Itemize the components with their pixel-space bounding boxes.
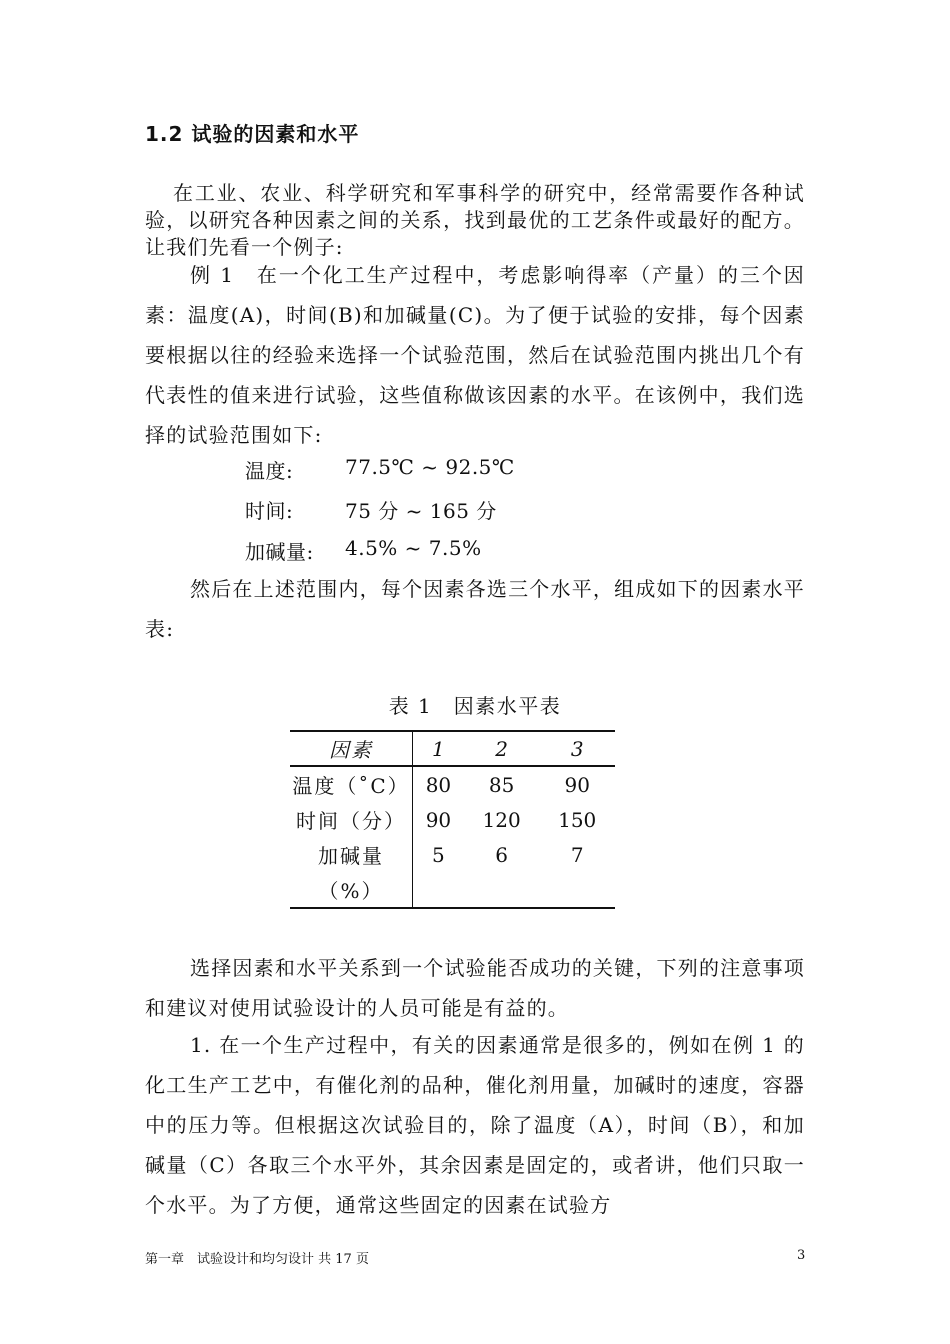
range-value: 75 分 ~ 165 分 — [345, 499, 497, 523]
table-cell: 5 — [432, 842, 445, 867]
page-footer-title: 第一章 试验设计和均匀设计 共 17 页 — [145, 1252, 369, 1267]
table-caption: 表 1 因素水平表 — [388, 694, 562, 718]
table-cell: （%） — [290, 872, 413, 908]
table-cell: 加碱量 — [290, 837, 413, 872]
table-cell — [464, 872, 540, 908]
table-header-row — [290, 731, 615, 766]
page-number: 3 — [797, 1248, 806, 1263]
intro-paragraph: 在工业、农业、科学研究和军事科学的研究中，经常需要作各种试验，以研究各种因素之间的关系，找到最优的工艺条件或最好的配方。让我们先看一个例子: — [145, 181, 805, 259]
table-cell: 6 — [495, 842, 508, 867]
table-cell — [539, 872, 615, 908]
table-cell: 80 — [425, 772, 452, 797]
factor-level-table — [290, 730, 615, 909]
table-header-cell: 因素 — [290, 731, 413, 766]
table-cell: 90 — [425, 807, 452, 832]
range-row-time — [245, 495, 497, 524]
table-row — [290, 802, 615, 837]
table-header-cell: 1 — [413, 731, 464, 766]
table-cell: 150 — [558, 807, 597, 832]
range-label: 时间: — [245, 499, 294, 523]
table-header-cell: 3 — [539, 731, 615, 766]
range-label: 加碱量: — [245, 540, 314, 564]
range-label: 温度: — [245, 459, 294, 483]
table-row — [290, 872, 615, 908]
example-paragraph: 例 1 在一个化工生产过程中，考虑影响得率（产量）的三个因素：温度(A)，时间(B)和加碱量(C)。为了便于试验的安排，每个因素要根据以往的经验来选择一个试验范围，然后在试验范围内挑出几个有代表性的值来进行试验，这些值称做该因素的水平。在该例中，我们选择的试验范围如下: — [145, 263, 805, 447]
range-row-temperature — [245, 455, 515, 484]
selection-paragraph: 选择因素和水平关系到一个试验能否成功的关键，下列的注意事项和建议对使用试验设计的人员可能是有益的。 — [145, 956, 805, 1020]
table-cell: 7 — [570, 842, 584, 867]
table-cell: 温度（˚C） — [290, 766, 413, 802]
table-header-cell: 2 — [464, 731, 540, 766]
point1-paragraph: 1. 在一个生产过程中，有关的因素通常是很多的，例如在例 1 的化工生产工艺中，有催化剂的品种，催化剂用量，加碱时的速度，容器中的压力等。但根据这次试验目的，除了温度（A），时间（B），和加碱量（C）各取三个水平外，其余因素是固定的，或者讲，他们只取一个水平。为了方便，通常这些固定的因素在试验方 — [145, 1033, 805, 1217]
range-value: 77.5℃ ~ 92.5℃ — [345, 455, 515, 479]
after-ranges-paragraph: 然后在上述范围内，每个因素各选三个水平，组成如下的因素水平表: — [145, 577, 805, 641]
table-cell — [413, 872, 464, 908]
table-row — [290, 766, 615, 802]
section-heading: 1.2 试验的因素和水平 — [145, 122, 360, 146]
table-cell: 时间（分） — [290, 802, 413, 837]
range-value: 4.5% ~ 7.5% — [345, 536, 482, 560]
table-cell: 120 — [482, 807, 521, 832]
table-cell: 85 — [488, 772, 515, 797]
table-row — [290, 837, 615, 872]
range-row-alkali — [245, 536, 482, 565]
table-cell: 90 — [564, 772, 590, 797]
